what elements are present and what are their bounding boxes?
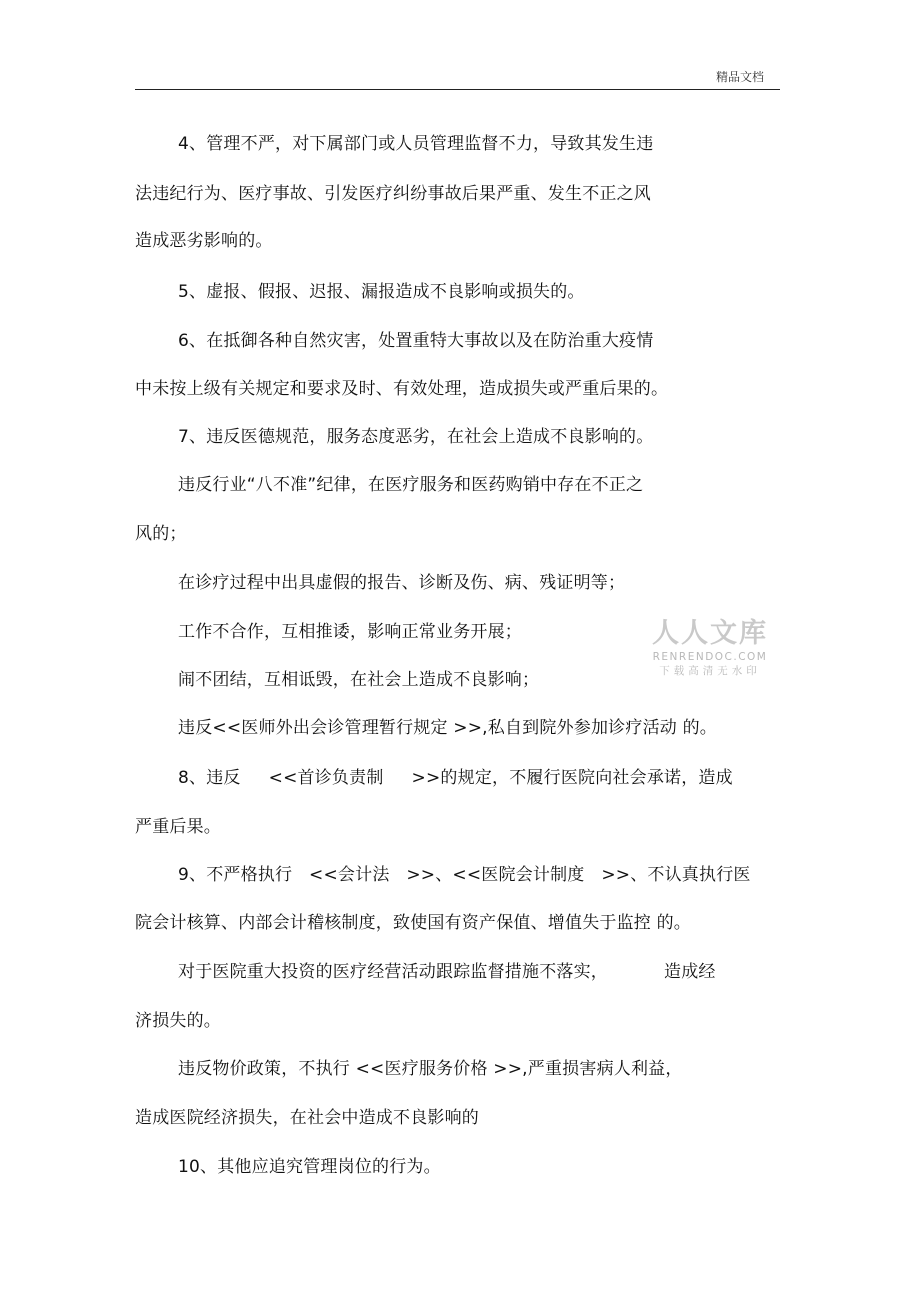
paragraph-line: 违反<<医师外出会诊管理暂行规定 >>,私自到院外参加诊疗活动 的。: [178, 718, 717, 738]
header-label: 精品文档: [716, 70, 765, 84]
paragraph-line: 法违纪行为、医疗事故、引发医疗纠纷事故后果严重、发生不正之风: [135, 184, 651, 204]
header-rule: [135, 89, 780, 90]
paragraph-line: 违反行业“八不准”纪律，在医疗服务和医药购销中存在不正之: [178, 475, 644, 495]
watermark-site: RENRENDOC.COM: [652, 651, 768, 663]
paragraph-line: 济损失的。: [135, 1011, 221, 1031]
paragraph-line: 院会计核算、内部会计稽核制度，致使国有资产保值、增值失于监控 的。: [135, 913, 692, 933]
watermark-note: 下载高清无水印: [659, 665, 761, 677]
paragraph-line: 风的；: [135, 524, 187, 544]
paragraph-line: 10、其他应追究管理岗位的行为。: [178, 1157, 441, 1177]
paragraph-line: 违反物价政策，不执行 <<医疗服务价格 >>,严重损害病人利益，: [178, 1059, 683, 1079]
watermark: [648, 618, 772, 678]
paragraph-line: 中未按上级有关规定和要求及时、有效处理，造成损失或严重后果的。: [135, 379, 669, 399]
paragraph-line: 造成恶劣影响的。: [135, 231, 273, 251]
paragraph-line: 4、管理不严，对下属部门或人员管理监督不力，导致其发生违: [178, 134, 654, 154]
paragraph-line: 在诊疗过程中出具虚假的报告、诊断及伤、病、残证明等；: [178, 573, 626, 593]
paragraph-line: 9、不严格执行 <<会计法 >>、<<医院会计制度 >>、不认真执行医: [178, 865, 751, 885]
watermark-title: 人人文库: [652, 618, 768, 649]
paragraph-line: 对于医院重大投资的医疗经营活动跟踪监督措施不落实， 造成经: [178, 962, 716, 982]
paragraph-line: 闹不团结，互相诋毁，在社会上造成不良影响；: [178, 670, 540, 690]
paragraph-line: 8、违反 <<首诊负责制 >>的规定，不履行医院向社会承诺，造成: [178, 768, 733, 788]
paragraph-line: 严重后果。: [135, 817, 221, 837]
paragraph-line: 造成医院经济损失，在社会中造成不良影响的: [135, 1108, 479, 1128]
paragraph-line: 5、虚报、假报、迟报、漏报造成不良影响或损失的。: [178, 282, 585, 302]
paragraph-line: 6、在抵御各种自然灾害，处置重特大事故以及在防治重大疫情: [178, 331, 654, 351]
paragraph-line: 工作不合作，互相推诿，影响正常业务开展；: [178, 622, 522, 642]
paragraph-line: 7、违反医德规范，服务态度恶劣，在社会上造成不良影响的。: [178, 427, 654, 447]
